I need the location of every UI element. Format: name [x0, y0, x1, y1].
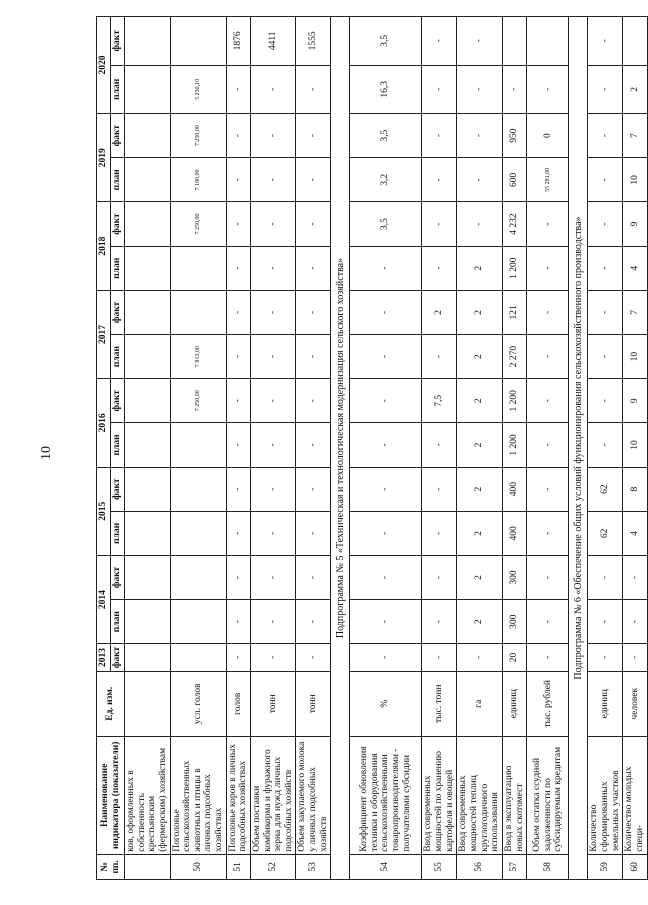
- value-cell: -: [250, 467, 296, 511]
- header-unit: Ед. изм.: [97, 671, 125, 736]
- header-plan: план: [111, 334, 125, 378]
- indicator-name: Ввод современных мощностей по хранению картофеля и овощей: [422, 736, 457, 854]
- value-cell: -: [588, 379, 623, 423]
- value-cell: [170, 246, 226, 290]
- value-cell: [170, 467, 226, 511]
- value-cell: 2: [457, 246, 503, 290]
- indicator-table: [96, 16, 648, 880]
- value-cell: -: [422, 511, 457, 555]
- table-row: [250, 17, 296, 880]
- value-cell: 600: [503, 158, 527, 202]
- value-cell: -: [457, 158, 503, 202]
- indicator-name: Объем остатка ссудной задолженности по субсидируемым кредитам: [527, 736, 569, 854]
- value-cell: 1876: [226, 17, 250, 66]
- value-cell: 3,2: [350, 158, 422, 202]
- value-cell: [125, 600, 171, 644]
- value-cell: 7 813,00: [170, 334, 226, 378]
- value-cell: [125, 334, 171, 378]
- value-cell: 4411: [250, 17, 296, 66]
- value-cell: 2 270: [503, 334, 527, 378]
- table-row: [125, 17, 171, 880]
- value-cell: 20: [503, 644, 527, 671]
- value-cell: -: [588, 644, 623, 671]
- value-cell: -: [350, 467, 422, 511]
- header-plan: план: [111, 600, 125, 644]
- value-cell: [170, 644, 226, 671]
- value-cell: 2: [623, 65, 647, 113]
- value-cell: -: [588, 423, 623, 467]
- table-row: [623, 17, 647, 880]
- table-row: [226, 17, 250, 880]
- value-cell: 3,5: [350, 202, 422, 246]
- header-plan: план: [111, 65, 125, 113]
- value-cell: [527, 17, 569, 66]
- value-cell: [170, 17, 226, 66]
- value-cell: 2: [457, 511, 503, 555]
- value-cell: 55 281,00: [527, 158, 569, 202]
- value-cell: -: [296, 511, 331, 555]
- value-cell: -: [422, 158, 457, 202]
- value-cell: -: [588, 202, 623, 246]
- header-fact: факт: [111, 202, 125, 246]
- value-cell: -: [503, 65, 527, 113]
- value-cell: -: [250, 158, 296, 202]
- value-cell: 16,3: [350, 65, 422, 113]
- header-plan: план: [111, 423, 125, 467]
- row-number: 53: [296, 854, 331, 879]
- value-cell: 4: [623, 246, 647, 290]
- value-cell: -: [226, 511, 250, 555]
- row-number: 58: [527, 854, 569, 879]
- indicator-name: Поголовье коров в личных подсобных хозяйствах: [226, 736, 250, 854]
- value-cell: -: [422, 644, 457, 671]
- value-cell: 2: [422, 290, 457, 334]
- value-cell: -: [457, 202, 503, 246]
- value-cell: -: [527, 379, 569, 423]
- value-cell: [125, 290, 171, 334]
- indicator-name: Количество сформированных земельных участков: [588, 736, 623, 854]
- section-title: Подпрограмма № 5 «Техническая и технологическая модернизация сельского хозяйства»: [331, 17, 350, 880]
- value-cell: -: [226, 65, 250, 113]
- value-cell: -: [527, 423, 569, 467]
- unit-cell: тонн: [250, 671, 296, 736]
- indicator-name: Ввод в эксплуатацию новых скотомест: [503, 736, 527, 854]
- value-cell: [170, 423, 226, 467]
- value-cell: 300: [503, 600, 527, 644]
- value-cell: 62: [588, 467, 623, 511]
- value-cell: [125, 65, 171, 113]
- header-fact: факт: [111, 467, 125, 511]
- header-year-2019: 2019: [97, 114, 111, 202]
- value-cell: -: [527, 644, 569, 671]
- value-cell: 2: [457, 290, 503, 334]
- row-number: 59: [588, 854, 623, 879]
- indicator-name: Количество молодых специ-: [623, 736, 647, 854]
- value-cell: -: [250, 600, 296, 644]
- header-fact: факт: [111, 555, 125, 599]
- value-cell: 0: [527, 114, 569, 158]
- table-row: [457, 17, 503, 880]
- value-cell: -: [588, 600, 623, 644]
- value-cell: -: [350, 600, 422, 644]
- unit-cell: тонн: [296, 671, 331, 736]
- value-cell: [623, 17, 647, 66]
- value-cell: -: [296, 334, 331, 378]
- value-cell: -: [296, 65, 331, 113]
- unit-cell: [125, 671, 171, 736]
- value-cell: 2: [457, 334, 503, 378]
- indicator-name: Поголовье сельскохозяйственных животных и птицы в личных подсобных хозяйствах: [170, 736, 226, 854]
- value-cell: [125, 202, 171, 246]
- value-cell: 2: [457, 555, 503, 599]
- value-cell: 5 230,10: [170, 65, 226, 113]
- value-cell: [125, 511, 171, 555]
- value-cell: [125, 17, 171, 66]
- row-number: 55: [422, 854, 457, 879]
- value-cell: 7 250,00: [170, 114, 226, 158]
- value-cell: 7 250,00: [170, 202, 226, 246]
- value-cell: 300: [503, 555, 527, 599]
- row-number: 52: [250, 854, 296, 879]
- value-cell: [125, 158, 171, 202]
- value-cell: 2: [457, 423, 503, 467]
- value-cell: [125, 379, 171, 423]
- value-cell: -: [296, 114, 331, 158]
- value-cell: -: [226, 202, 250, 246]
- value-cell: -: [250, 114, 296, 158]
- table-row: [588, 17, 623, 880]
- unit-cell: тыс. тонн: [422, 671, 457, 736]
- value-cell: 62: [588, 511, 623, 555]
- table-body: [125, 17, 648, 880]
- value-cell: -: [422, 202, 457, 246]
- row-number: 51: [226, 854, 250, 879]
- value-cell: -: [226, 334, 250, 378]
- header-plan: план: [111, 246, 125, 290]
- value-cell: 2: [457, 379, 503, 423]
- value-cell: 4 232: [503, 202, 527, 246]
- value-cell: 1555: [296, 17, 331, 66]
- table-row: [527, 17, 569, 880]
- value-cell: [503, 17, 527, 66]
- table-row: [350, 17, 422, 880]
- value-cell: 10: [623, 158, 647, 202]
- header-year-2020: 2020: [97, 17, 111, 114]
- value-cell: -: [226, 158, 250, 202]
- value-cell: -: [226, 423, 250, 467]
- value-cell: 10: [623, 334, 647, 378]
- header-year-2015: 2015: [97, 467, 111, 555]
- value-cell: 2: [457, 467, 503, 511]
- value-cell: 8: [623, 467, 647, 511]
- value-cell: -: [296, 423, 331, 467]
- value-cell: 10: [623, 423, 647, 467]
- value-cell: -: [527, 467, 569, 511]
- value-cell: -: [527, 334, 569, 378]
- indicator-name: Объем поставки комбикорма и фуражного зерна для нужд личных подсобных хозяйств: [250, 736, 296, 854]
- section-title: Подпрограмма № 6 «Обеспечение общих условий функционирования сельскохозяйственного производства»: [569, 17, 588, 880]
- value-cell: -: [250, 379, 296, 423]
- value-cell: -: [250, 202, 296, 246]
- value-cell: -: [226, 644, 250, 671]
- value-cell: 4: [623, 511, 647, 555]
- value-cell: -: [250, 511, 296, 555]
- value-cell: -: [588, 158, 623, 202]
- table-row: [170, 17, 226, 880]
- value-cell: -: [623, 600, 647, 644]
- value-cell: -: [296, 202, 331, 246]
- value-cell: -: [250, 423, 296, 467]
- value-cell: -: [250, 65, 296, 113]
- value-cell: 7: [623, 290, 647, 334]
- table-row: [296, 17, 331, 880]
- unit-cell: голов: [226, 671, 250, 736]
- value-cell: -: [527, 511, 569, 555]
- value-cell: -: [422, 334, 457, 378]
- value-cell: 3,5: [350, 114, 422, 158]
- value-cell: 1 200: [503, 246, 527, 290]
- value-cell: -: [250, 334, 296, 378]
- value-cell: -: [226, 555, 250, 599]
- value-cell: -: [422, 600, 457, 644]
- value-cell: -: [422, 17, 457, 66]
- indicator-name: Коэффициент обновления техники и оборудования сельскохозяйственными товаропроизводителями - получателями субсидии: [350, 736, 422, 854]
- header-year-2013: 2013: [97, 644, 111, 671]
- value-cell: -: [296, 290, 331, 334]
- row-number: 56: [457, 854, 503, 879]
- value-cell: 400: [503, 511, 527, 555]
- value-cell: [170, 290, 226, 334]
- value-cell: -: [422, 555, 457, 599]
- value-cell: 9: [623, 202, 647, 246]
- value-cell: -: [422, 467, 457, 511]
- value-cell: -: [457, 65, 503, 113]
- table-row: [422, 17, 457, 880]
- unit-cell: единиц: [588, 671, 623, 736]
- value-cell: -: [226, 467, 250, 511]
- value-cell: 1 200: [503, 379, 527, 423]
- value-cell: 1 200: [503, 423, 527, 467]
- value-cell: -: [350, 511, 422, 555]
- value-cell: -: [527, 290, 569, 334]
- value-cell: -: [296, 555, 331, 599]
- value-cell: -: [457, 114, 503, 158]
- header-fact: факт: [111, 114, 125, 158]
- value-cell: 3,5: [350, 17, 422, 66]
- value-cell: 7,5: [422, 379, 457, 423]
- unit-cell: усл. голов: [170, 671, 226, 736]
- indicator-name: ков, оформленных в собственность крестьянским (фермерским) хозяйствам: [125, 736, 171, 854]
- value-cell: -: [226, 290, 250, 334]
- header-name: Наименование индикатора (показатели): [97, 736, 125, 854]
- unit-cell: %: [350, 671, 422, 736]
- value-cell: -: [422, 114, 457, 158]
- value-cell: -: [296, 467, 331, 511]
- indicator-name: Объем закупаемого молока у личных подсобных хозяйств: [296, 736, 331, 854]
- value-cell: -: [350, 644, 422, 671]
- value-cell: -: [527, 65, 569, 113]
- value-cell: -: [226, 600, 250, 644]
- value-cell: -: [588, 290, 623, 334]
- header-year-2018: 2018: [97, 202, 111, 290]
- value-cell: [125, 114, 171, 158]
- value-cell: -: [422, 423, 457, 467]
- unit-cell: тыс. рублей: [527, 671, 569, 736]
- value-cell: -: [296, 600, 331, 644]
- value-cell: -: [226, 114, 250, 158]
- unit-cell: единиц: [503, 671, 527, 736]
- value-cell: [170, 600, 226, 644]
- value-cell: -: [527, 555, 569, 599]
- value-cell: [125, 423, 171, 467]
- value-cell: 121: [503, 290, 527, 334]
- value-cell: -: [350, 423, 422, 467]
- value-cell: [170, 555, 226, 599]
- header-fact: факт: [111, 17, 125, 66]
- value-cell: -: [527, 202, 569, 246]
- indicator-name: Ввод современных мощностей теплиц круглогодичного использования: [457, 736, 503, 854]
- value-cell: -: [250, 644, 296, 671]
- value-cell: -: [422, 65, 457, 113]
- rotated-table-container: [96, 16, 645, 880]
- value-cell: -: [588, 114, 623, 158]
- value-cell: -: [350, 246, 422, 290]
- value-cell: [125, 246, 171, 290]
- unit-cell: человек: [623, 671, 647, 736]
- unit-cell: га: [457, 671, 503, 736]
- value-cell: -: [422, 246, 457, 290]
- value-cell: -: [623, 555, 647, 599]
- value-cell: -: [296, 644, 331, 671]
- value-cell: 400: [503, 467, 527, 511]
- value-cell: [125, 644, 171, 671]
- value-cell: -: [250, 290, 296, 334]
- row-number: 57: [503, 854, 527, 879]
- value-cell: -: [296, 158, 331, 202]
- value-cell: -: [250, 555, 296, 599]
- value-cell: -: [350, 379, 422, 423]
- value-cell: 7: [623, 114, 647, 158]
- value-cell: -: [250, 246, 296, 290]
- header-year-2017: 2017: [97, 290, 111, 378]
- value-cell: -: [296, 246, 331, 290]
- value-cell: -: [623, 644, 647, 671]
- value-cell: -: [588, 555, 623, 599]
- row-number: [125, 854, 171, 879]
- table-row: [503, 17, 527, 880]
- value-cell: -: [350, 290, 422, 334]
- value-cell: -: [226, 379, 250, 423]
- value-cell: -: [527, 246, 569, 290]
- row-number: 54: [350, 854, 422, 879]
- header-fact: факт: [111, 379, 125, 423]
- value-cell: 7 250,00: [170, 379, 226, 423]
- value-cell: 9: [623, 379, 647, 423]
- value-cell: [125, 467, 171, 511]
- value-cell: 950: [503, 114, 527, 158]
- header-plan: план: [111, 158, 125, 202]
- value-cell: -: [226, 246, 250, 290]
- header-fact: факт: [111, 290, 125, 334]
- value-cell: -: [588, 246, 623, 290]
- header-fact: факт: [111, 644, 125, 671]
- value-cell: -: [588, 65, 623, 113]
- value-cell: 7 190,00: [170, 158, 226, 202]
- value-cell: -: [296, 379, 331, 423]
- header-year-2016: 2016: [97, 379, 111, 467]
- header-year-2014: 2014: [97, 555, 111, 643]
- page-number: 10: [39, 446, 54, 460]
- header-plan: план: [111, 511, 125, 555]
- value-cell: -: [457, 17, 503, 66]
- value-cell: [170, 511, 226, 555]
- value-cell: -: [588, 334, 623, 378]
- value-cell: 2: [457, 600, 503, 644]
- value-cell: [125, 555, 171, 599]
- value-cell: -: [457, 644, 503, 671]
- header-no: № пп.: [97, 854, 125, 879]
- value-cell: -: [588, 17, 623, 66]
- row-number: 50: [170, 854, 226, 879]
- value-cell: -: [350, 334, 422, 378]
- row-number: 60: [623, 854, 647, 879]
- value-cell: -: [350, 555, 422, 599]
- value-cell: -: [527, 600, 569, 644]
